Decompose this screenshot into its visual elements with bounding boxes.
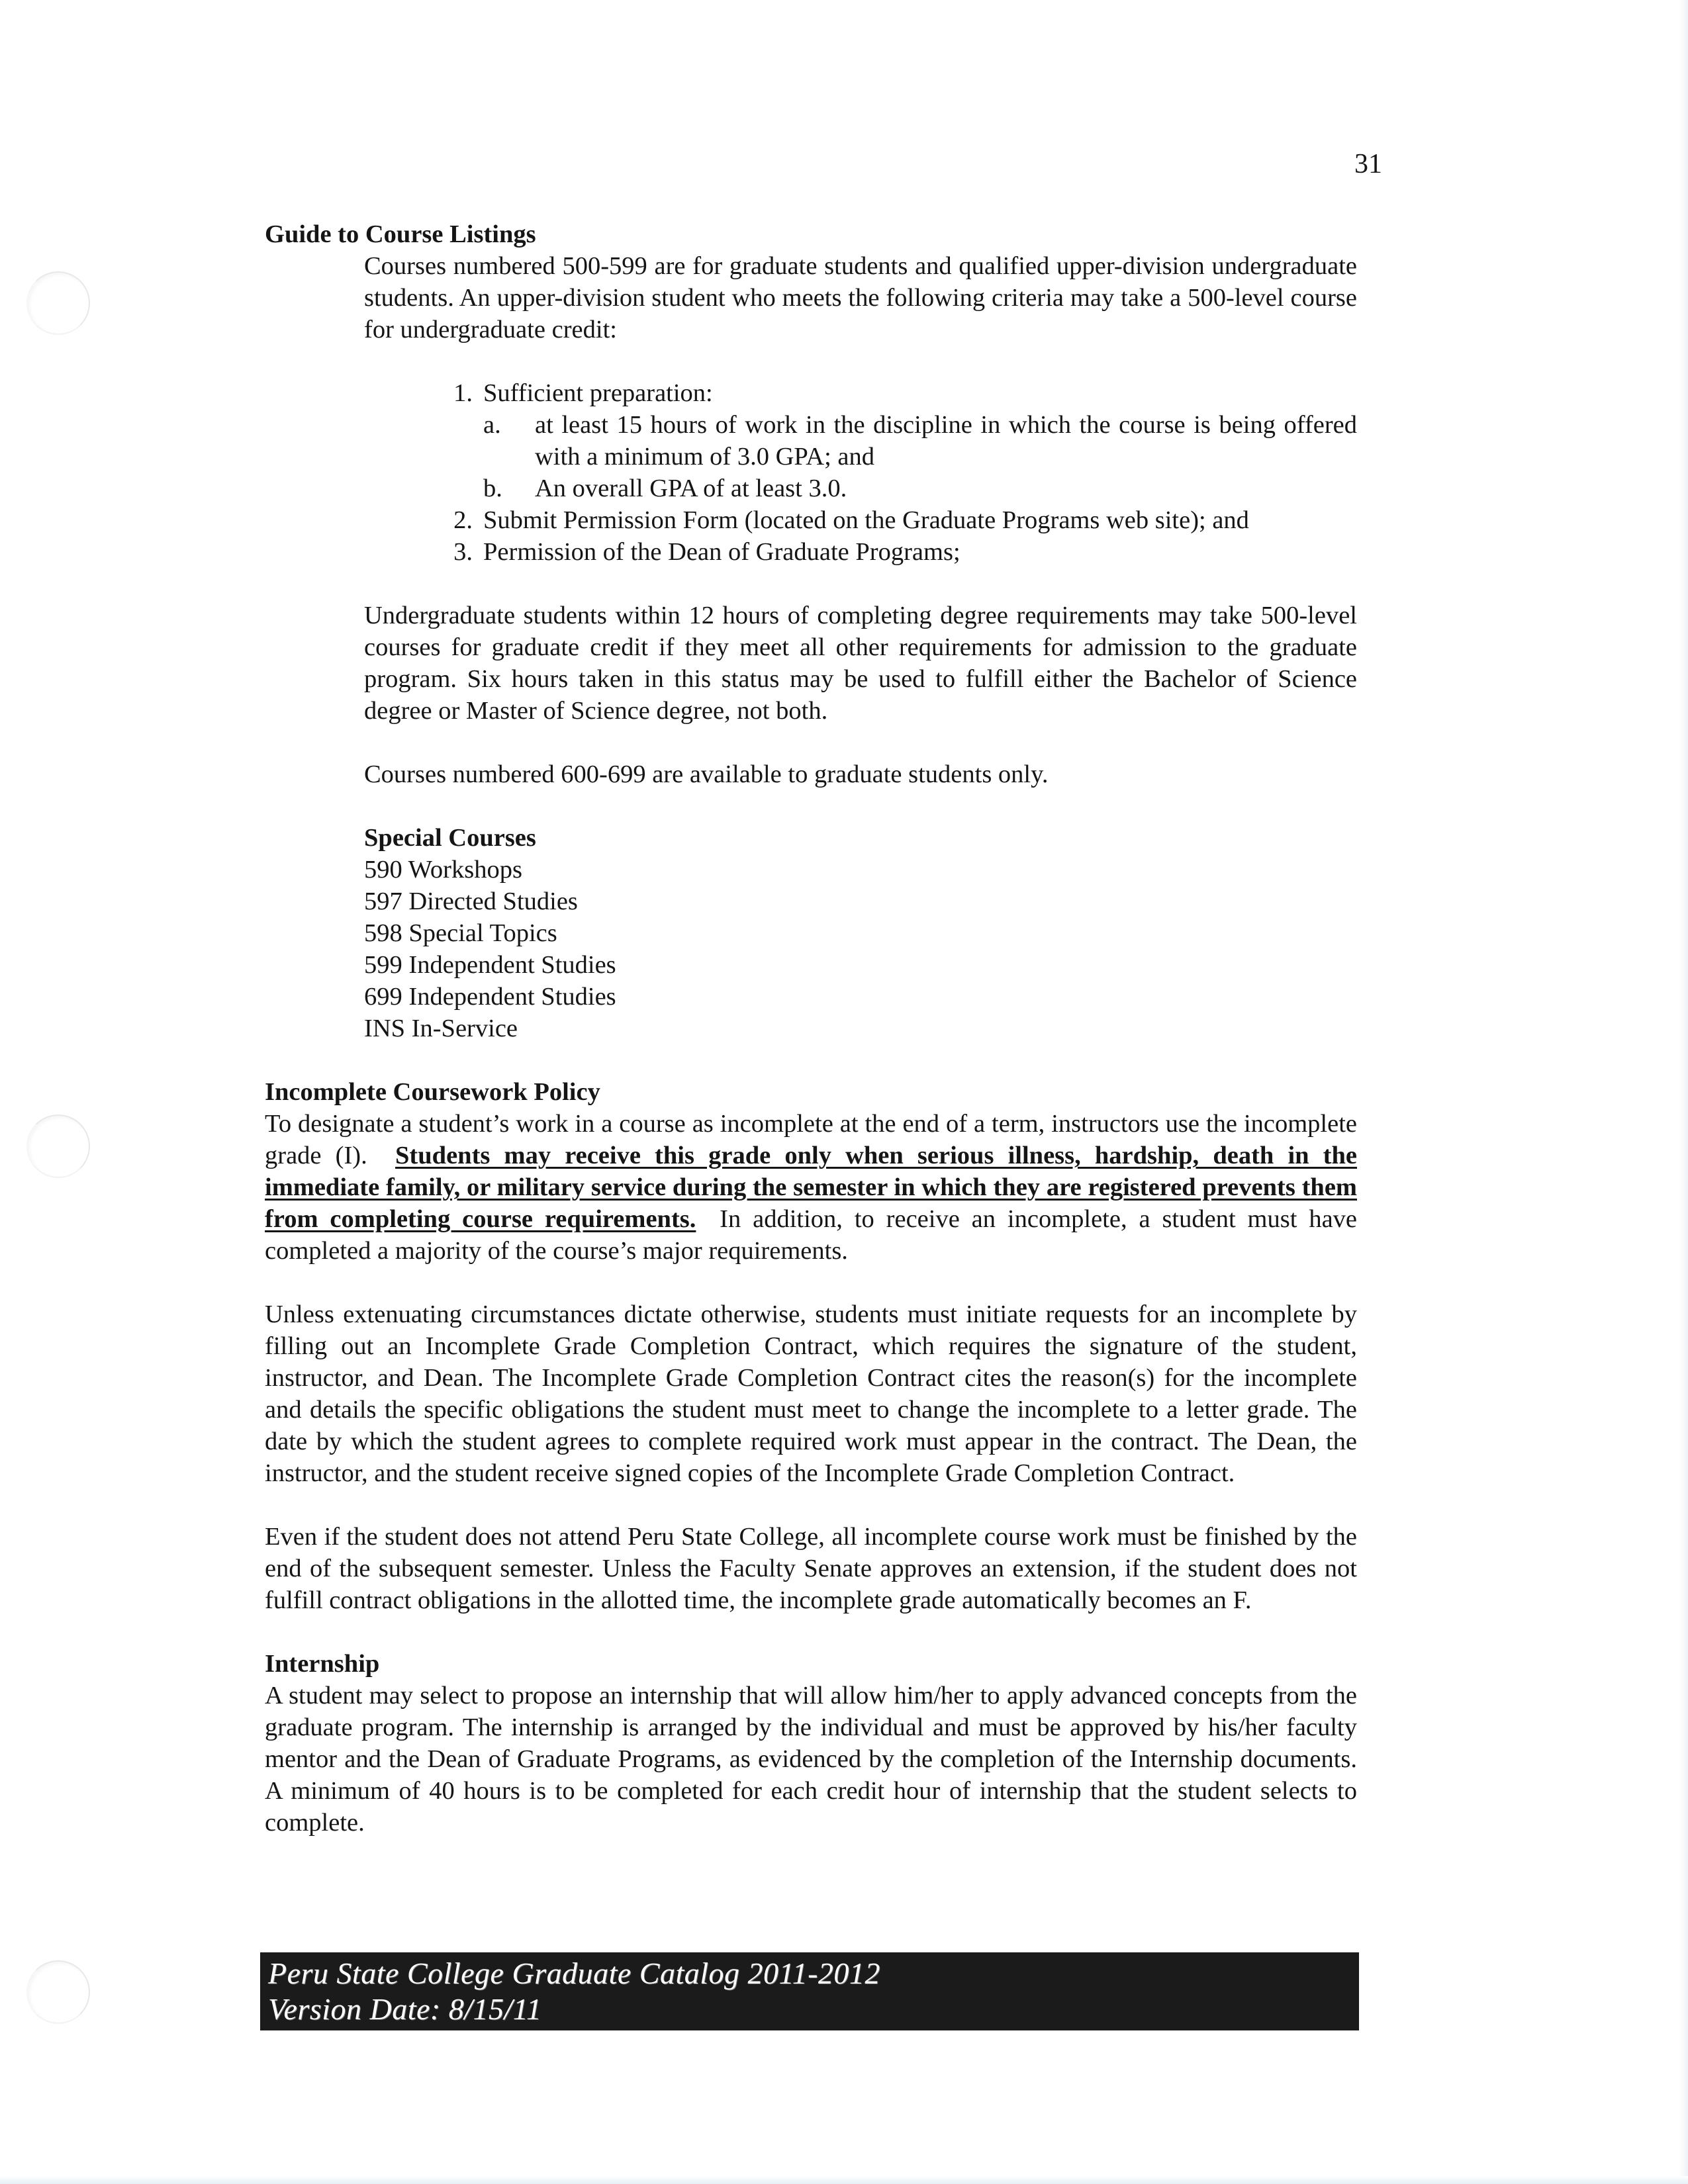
special-course-item: 599 Independent Studies <box>364 951 616 979</box>
sub-item-letter: b. <box>483 475 502 502</box>
sub-list-item <box>265 409 1357 473</box>
list-item <box>265 377 1357 409</box>
undergrad-credit-paragraph: Undergraduate students within 12 hours of completing degree requirements may take 500-level courses for graduate credit if they meet all other requirements for admission to the graduate program. Six hours taken in this status may be used to fulfill either the Bachelor of Science degree or Master of Science degree, not both. <box>364 602 1357 725</box>
page-bottom-shade <box>0 2176 1688 2184</box>
list-item-number: 3. <box>453 538 473 566</box>
catalog-footer-banner <box>260 1952 1359 2030</box>
list-item-text: Permission of the Dean of Graduate Programs; <box>483 538 961 566</box>
guide-heading: Guide to Course Listings <box>265 220 536 248</box>
footer-catalog-title: Peru State College Graduate Catalog 2011-2012 <box>268 1956 880 1990</box>
footer-version-date: Version Date: 8/15/11 <box>268 1992 542 2026</box>
incomplete-p1-end: In addition, to receive an incomplete, a student must have completed a majority of the course’s major requirements. <box>265 1205 1357 1265</box>
list-item <box>265 504 1357 536</box>
criteria-list <box>265 377 1357 568</box>
guide-section <box>265 250 1357 1044</box>
page-number: 31 <box>1354 149 1382 179</box>
incomplete-policy-heading: Incomplete Coursework Policy <box>265 1078 600 1106</box>
page-content <box>265 218 1357 1839</box>
special-course-item: 590 Workshops <box>364 856 522 884</box>
courses-600-paragraph: Courses numbered 600-699 are available to graduate students only. <box>364 760 1049 788</box>
sub-item-text: An overall GPA of at least 3.0. <box>535 475 847 502</box>
incomplete-policy-paragraph-3: Even if the student does not attend Peru State College, all incomplete course work must be finished by the end of the subsequent semester. Unless the Faculty Senate approves an extension, if the student does not fulfill contract obligations in the allotted time, the incomplete grade automatically becomes an F. <box>265 1523 1357 1614</box>
sub-item-letter: a. <box>483 411 501 439</box>
list-item <box>265 536 1357 568</box>
list-item-text: Sufficient preparation: <box>483 379 713 407</box>
special-course-item: 699 Independent Studies <box>364 983 616 1011</box>
incomplete-p1-emphasis: Students may receive this grade only when serious illness, hardship, death in the immediate family, or military service during the semester in which they are registered prevents them from completing course requirements. <box>265 1142 1358 1233</box>
list-item-text: Submit Permission Form (located on the Graduate Programs web site); and <box>483 506 1249 534</box>
special-course-item: 597 Directed Studies <box>364 887 578 915</box>
punch-hole-top <box>26 271 90 335</box>
list-item-number: 1. <box>453 379 473 407</box>
internship-heading: Internship <box>265 1650 380 1678</box>
special-course-item: INS In-Service <box>364 1015 518 1042</box>
incomplete-policy-paragraph-1 <box>265 1108 1357 1267</box>
page-edge-shade <box>1679 0 1688 2184</box>
special-course-item: 598 Special Topics <box>364 919 557 947</box>
list-item-number: 2. <box>453 506 473 534</box>
guide-intro: Courses numbered 500-599 are for graduate students and qualified upper-division undergraduate students. An upper-division student who meets the following criteria may take a 500-level course for undergraduate credit: <box>364 252 1357 343</box>
internship-paragraph: A student may select to propose an internship that will allow him/her to apply advanced concepts from the graduate program. The internship is arranged by the individual and must be approved by his/her faculty mentor and the Dean of Graduate Programs, as evidenced by the completion of the Internship documents. A minimum of 40 hours is to be completed for each credit hour of internship that the student selects to complete. <box>265 1682 1357 1837</box>
punch-hole-bottom <box>26 1960 90 2024</box>
punch-hole-middle <box>26 1115 90 1178</box>
sub-item-text: at least 15 hours of work in the discipline in which the course is being offered with a minimum of 3.0 GPA; and <box>535 411 1357 471</box>
incomplete-p1-start: To designate a student’s work in a course as incomplete at the end of a term, instructors use the incomplete grade (I). <box>265 1110 1357 1169</box>
sub-list-item <box>265 473 1357 504</box>
special-courses-heading: Special Courses <box>364 824 536 852</box>
incomplete-policy-paragraph-2: Unless extenuating circumstances dictate otherwise, students must initiate requests for an incomplete by filling out an Incomplete Grade Completion Contract, which requires the signature of the student, instructor, and Dean. The Incomplete Grade Completion Contract cites the reason(s) for the incomplete and details the specific obligations the student must meet to change the incomplete to a letter grade. The date by which the student agrees to complete required work must appear in the contract. The Dean, the instructor, and the student receive signed copies of the Incomplete Grade Completion Contract. <box>265 1300 1357 1487</box>
